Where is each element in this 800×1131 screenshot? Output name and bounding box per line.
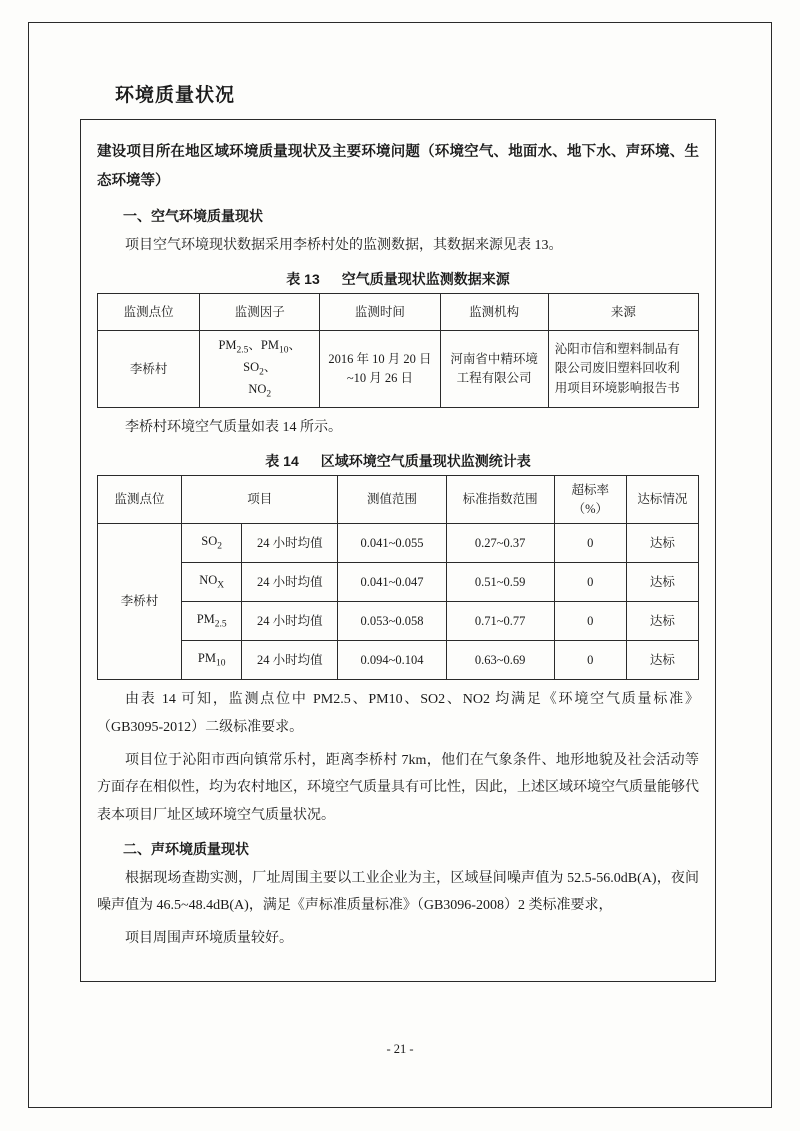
table14-cell-item: $SO_2$ (182, 524, 242, 563)
table14-cell-index: 0.63~0.69 (446, 641, 554, 680)
table14-cell-range: 0.094~0.104 (338, 641, 446, 680)
table14-cell-rate: 0 (554, 563, 626, 602)
table14-header-point: 监测点位 (98, 475, 182, 524)
table14-cell-range: 0.041~0.055 (338, 524, 446, 563)
table-row (98, 563, 699, 602)
table14-cell-status: 达标 (626, 563, 698, 602)
table14-cell-status: 达标 (626, 602, 698, 641)
table13-caption-number: 表 13 (286, 271, 320, 288)
table14-cell-rate: 0 (554, 524, 626, 563)
table14-cell-index: 0.71~0.77 (446, 602, 554, 641)
table14-caption (97, 451, 699, 471)
table14-cell-status: 达标 (626, 524, 698, 563)
table14-cell-rate: 0 (554, 602, 626, 641)
table14-header-status: 达标情况 (626, 475, 698, 524)
table13-header-source: 来源 (548, 294, 698, 331)
table13-header-factor: 监测因子 (200, 294, 320, 331)
table-row (98, 331, 699, 407)
air-paragraph-2: 李桥村环境空气质量如表 14 所示。 (125, 419, 342, 435)
table13-cell-source: 沁阳市信和塑料制品有限公司废旧塑料回收利用项目环境影响报告书 (548, 331, 698, 407)
table13-header-point: 监测点位 (98, 294, 200, 331)
table14-cell-status: 达标 (626, 641, 698, 680)
table14-cell-period: 24 小时均值 (242, 602, 338, 641)
table-13 (97, 293, 699, 407)
table13-cell-point: 李桥村 (98, 331, 200, 407)
table14-header-range: 测值范围 (338, 475, 446, 524)
section-heading-noise: 二、声环境质量现状 (123, 840, 249, 857)
table14-cell-range: 0.053~0.058 (338, 602, 446, 641)
air-paragraph-4: 项目位于沁阳市西向镇常乐村，距离李桥村 7km，他们在气象条件、地形地貌及社会活动等方面存在相似性，均为农村地区，环境空气质量具有可比性，因此，上述区域环境空气质量能够代表本项目厂址区域环境空气质量状况。 (97, 752, 699, 823)
table14-cell-index: 0.51~0.59 (446, 563, 554, 602)
table14-caption-text: 区域环境空气质量现状监测统计表 (320, 452, 531, 469)
table13-cell-org: 河南省中精环境工程有限公司 (440, 331, 548, 407)
table14-cell-index: 0.27~0.37 (446, 524, 554, 563)
table14-header-index: 标准指数范围 (446, 475, 554, 524)
table14-cell-item: $PM_{2.5}$ (182, 602, 242, 641)
table14-cell-item: $NO_X$ (182, 563, 242, 602)
content-frame (80, 119, 716, 982)
table-14 (97, 475, 699, 681)
table-row (98, 475, 699, 524)
table14-cell-point: 李桥村 (98, 524, 182, 680)
noise-paragraph-1: 根据现场查勘实测，厂址周围主要以工业企业为主，区域昼间噪声值为 52.5-56.0dB(A)，夜间噪声值为 46.5~48.4dB(A)，满足《声标准质量标准》（GB3096-2008）2 类标准要求， (97, 870, 699, 914)
table-row (98, 641, 699, 680)
noise-paragraph-2: 项目周围声环境质量较好。 (125, 931, 293, 947)
table14-cell-period: 24 小时均值 (242, 524, 338, 563)
table14-header-item: 项目 (182, 475, 338, 524)
table13-cell-factor: $PM_{2.5}$、$PM_{10}$、$SO_2$、 $NO_2$ (200, 331, 320, 407)
table-row (98, 524, 699, 563)
table13-cell-time: 2016 年 10 月 20 日~10 月 26 日 (320, 331, 440, 407)
table13-caption-text: 空气质量现状监测数据来源 (341, 271, 510, 288)
air-paragraph-3: 由表 14 可知，监测点位中 PM2.5、PM10、SO2、NO2 均满足《环境空气质量标准》（GB3095-2012）二级标准要求。 (97, 692, 699, 735)
air-paragraph-1: 项目空气环境现状数据采用李桥村处的监测数据，其数据来源见表 13。 (125, 238, 563, 253)
table13-header-org: 监测机构 (440, 294, 548, 331)
table-row (98, 602, 699, 641)
table13-header-time: 监测时间 (320, 294, 440, 331)
page-number: - 21 - (386, 1042, 414, 1056)
page-title: 环境质量状况 (115, 85, 236, 106)
section-heading-air: 一、空气环境质量现状 (123, 208, 263, 224)
box-heading: 建设项目所在地区域环境质量现状及主要环境问题（环境空气、地面水、地下水、声环境、生态环境等） (97, 144, 699, 189)
table14-cell-item: $PM_{10}$ (182, 641, 242, 680)
table14-header-rate: 超标率 （%） (554, 475, 626, 524)
table-row (98, 294, 699, 331)
table14-cell-rate: 0 (554, 641, 626, 680)
table14-cell-period: 24 小时均值 (242, 641, 338, 680)
table14-cell-range: 0.041~0.047 (338, 563, 446, 602)
page-content (80, 80, 716, 982)
table14-cell-period: 24 小时均值 (242, 563, 338, 602)
table13-caption (97, 269, 699, 289)
table14-caption-number: 表 14 (265, 452, 299, 469)
